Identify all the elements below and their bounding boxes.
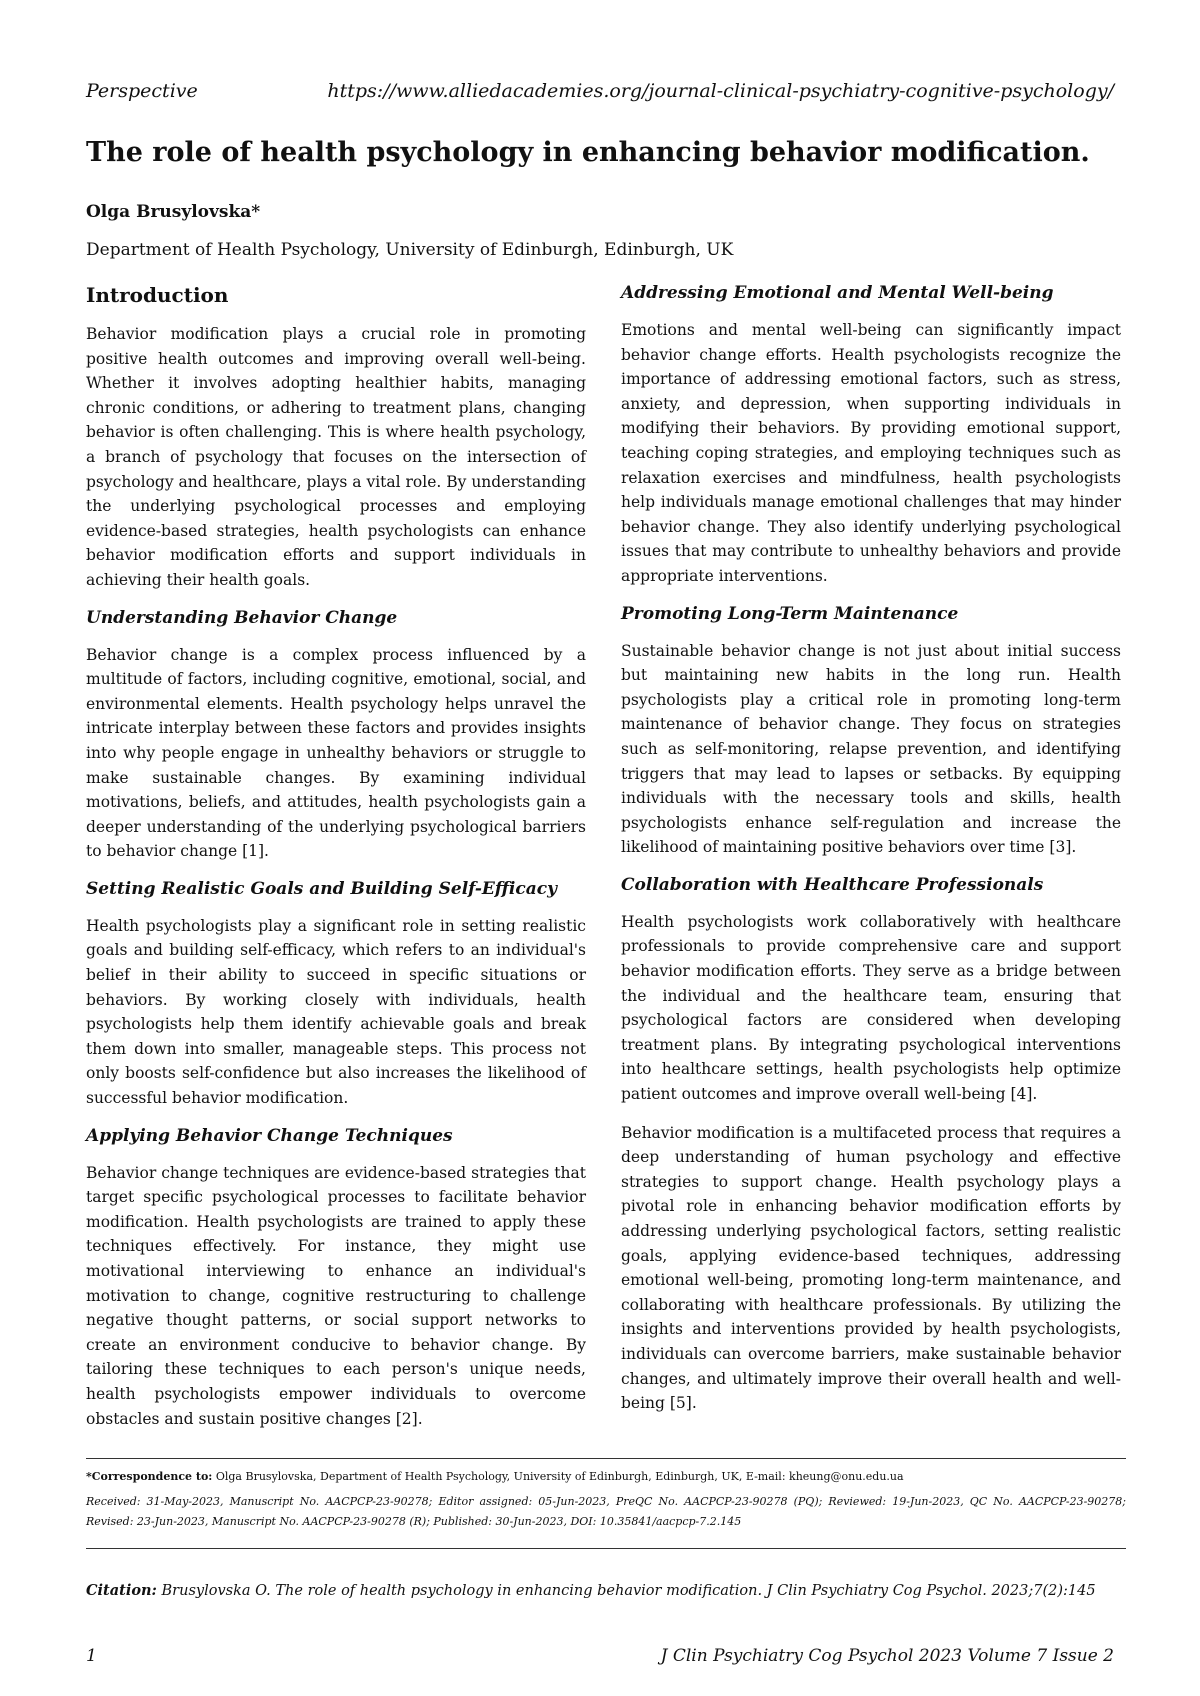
manuscript-dates: Received: 31-May-2023, Manuscript No. AACPCP-23-90278; Editor assigned: 05-Jun-2023, PreQC No. AACPCP-23-90278 (PQ); Reviewed: 19-Jun-2023, QC No. AACPCP-23-90278; Revised: 23-Jun-2023, Manuscript No. AACPCP-23-90278 (R); Published: 30-Jun-2023, DOI: 10.35841/aacpcp-7.2.145 <box>86 1495 1126 1528</box>
author-name: Olga Brusylovska* <box>86 202 261 222</box>
journal-url[interactable]: https://www.alliedacademies.org/journal-clinical-psychiatry-cognitive-psychology/ <box>327 80 1114 102</box>
citation-line <box>86 1582 1126 1599</box>
page-number: 1 <box>86 1646 97 1666</box>
section-heading-maintenance: Promoting Long-Term Maintenance <box>621 603 959 624</box>
section-paragraph-maintenance: Sustainable behavior change is not just about initial success but maintaining new habits in the long run. Health psychologists play a critical role in promoting long-term maintenance of behavior change. They focus on strategies such as self-monitoring, relapse prevention, and identifying triggers that may lead to lapses or setbacks. By equipping individuals with the necessary tools and skills, health psychologists enhance self-regulation and increase the likelihood of maintaining positive behaviors over time [3]. <box>621 641 1121 857</box>
introduction-heading: Introduction <box>86 283 229 307</box>
conclusion-paragraph: Behavior modification is a multifaceted process that requires a deep understanding of human psychology and effective strategies to support change. Health psychology plays a pivotal role in enhancing behavior modification efforts by addressing underlying psychological factors, setting realistic goals, applying evidence-based techniques, addressing emotional well-being, promoting long-term maintenance, and collaborating with healthcare professionals. By utilizing the insights and interventions provided by health psychologists, individuals can overcome barriers, make sustainable behavior changes, and ultimately improve their overall health and well-being [5]. <box>621 1123 1121 1413</box>
section-paragraph-goals: Health psychologists play a significant role in setting realistic goals and building self-efficacy, which refers to an individual's belief in their ability to succeed in specific situations or behaviors. By working closely with individuals, health psychologists help them identify achievable goals and break them down into smaller, manageable steps. This process not only boosts self-confidence but also increases the likelihood of successful behavior modification. <box>86 916 586 1108</box>
citation-label: Citation: <box>86 1582 157 1599</box>
journal-volume-info: J Clin Psychiatry Cog Psychol 2023 Volume 7 Issue 2 <box>660 1646 1114 1666</box>
correspondence-text: Olga Brusylovska, Department of Health Psychology, University of Edinburgh, Edinburgh, UK, E-mail: kheung@onu.edu.ua <box>215 1470 904 1483</box>
section-heading-emotional: Addressing Emotional and Mental Well-being <box>621 283 1054 303</box>
right-column <box>621 282 1121 1430</box>
section-heading-collaboration: Collaboration with Healthcare Professionals <box>621 874 1044 895</box>
section-heading-understanding: Understanding Behavior Change <box>86 607 398 628</box>
introduction-paragraph: Behavior modification plays a crucial role in promoting positive health outcomes and improving overall well-being. Whether it involves adopting healthier habits, managing chronic conditions, or adhering to treatment plans, changing behavior is often challenging. This is where health psychology, a branch of psychology that focuses on the intersection of psychology and healthcare, plays a vital role. By understanding the underlying psychological processes and employing evidence-based strategies, health psychologists can enhance behavior modification efforts and support individuals in achieving their health goals. <box>86 325 586 589</box>
section-paragraph-techniques: Behavior change techniques are evidence-based strategies that target specific psychological processes to facilitate behavior modification. Health psychologists are trained to apply these techniques effectively. For instance, they might use motivational interviewing to enhance an individual's motivation to change, cognitive restructuring to challenge negative thought patterns, or social support networks to create an environment conducive to behavior change. By tailoring these techniques to each person's unique needs, health psychologists empower individuals to overcome obstacles and sustain positive changes [2]. <box>86 1163 586 1428</box>
section-heading-techniques: Applying Behavior Change Techniques <box>86 1125 453 1146</box>
correspondence-label: *Correspondence to: <box>86 1470 213 1483</box>
left-column <box>86 282 586 1445</box>
footnote-divider-top <box>86 1458 1126 1459</box>
article-type: Perspective <box>86 80 198 102</box>
author-affiliation: Department of Health Psychology, University of Edinburgh, Edinburgh, UK <box>86 240 734 260</box>
correspondence-note <box>86 1468 1126 1485</box>
footnote-divider-bottom <box>86 1548 1126 1549</box>
section-paragraph-emotional: Emotions and mental well-being can significantly impact behavior change efforts. Health psychologists recognize the importance of addressing emotional factors, such as stress, anxiety, and depression, when supporting individuals in modifying their behaviors. By providing emotional support, teaching coping strategies, and employing techniques such as relaxation exercises and mindfulness, health psychologists help individuals manage emotional challenges that may hinder behavior change. They also identify underlying psychological issues that may contribute to unhealthy behaviors and provide appropriate interventions. <box>621 321 1121 585</box>
section-paragraph-collaboration: Health psychologists work collaboratively with healthcare professionals to provide comprehensive care and support behavior modification efforts. They serve as a bridge between the individual and the healthcare team, ensuring that psychological factors are considered when developing treatment plans. By integrating psychological interventions into healthcare settings, health psychologists help optimize patient outcomes and improve overall well-being [4]. <box>621 912 1121 1104</box>
section-paragraph-understanding: Behavior change is a complex process influenced by a multitude of factors, including cognitive, emotional, social, and environmental elements. Health psychology helps unravel the intricate interplay between these factors and provides insights into why people engage in unhealthy behaviors or struggle to make sustainable changes. By examining individual motivations, beliefs, and attitudes, health psychologists gain a deeper understanding of the underlying psychological barriers to behavior change [1]. <box>86 645 586 861</box>
citation-text: Brusylovska O. The role of health psychology in enhancing behavior modification. J Clin Psychiatry Cog Psychol. 2023;7(2):145 <box>161 1583 1096 1599</box>
article-title: The role of health psychology in enhancing behavior modification. <box>86 137 1090 168</box>
section-heading-goals: Setting Realistic Goals and Building Self-Efficacy <box>86 878 557 899</box>
